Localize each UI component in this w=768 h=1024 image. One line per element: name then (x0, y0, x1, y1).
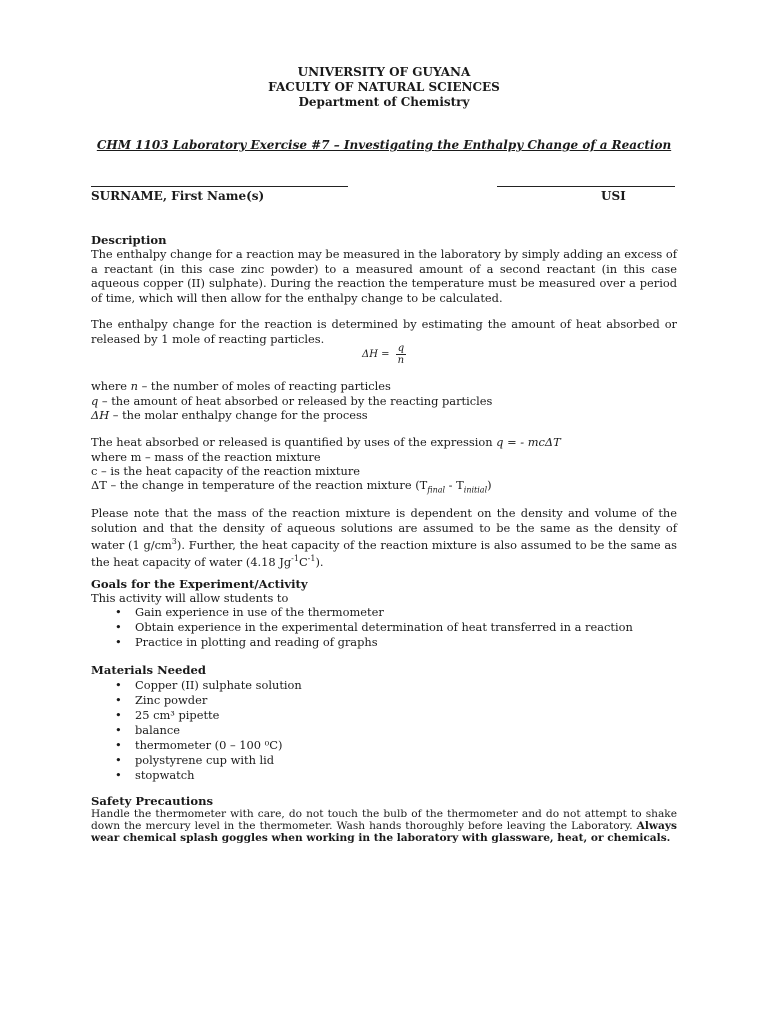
safety-paragraph (91, 808, 677, 844)
list-item: • Copper (II) sulphate solution (91, 678, 302, 693)
faculty-name: FACULTY OF NATURAL SCIENCES (268, 80, 500, 94)
dh-line (91, 408, 368, 422)
q-text: – the amount of heat absorbed or released by the reacting particles (98, 394, 493, 408)
list-item: • polystyrene cup with lid (91, 753, 302, 768)
name-label: SURNAME, First Name(s) (91, 189, 265, 203)
usi-label: USI (601, 189, 626, 203)
note-paragraph (91, 506, 677, 570)
note-part3: C (298, 555, 308, 570)
list-item: • thermometer (0 – 100 ⁰C) (91, 738, 302, 753)
materials-heading: Materials Needed (91, 663, 207, 677)
dt-end: ) (487, 478, 492, 492)
dt-initial: initial (463, 485, 488, 495)
where-n-prefix: where (91, 379, 131, 393)
formula-lhs: ΔH = (362, 349, 390, 360)
document-header (0, 65, 768, 110)
department-name: Department of Chemistry (298, 95, 470, 109)
q-var: q (91, 394, 99, 408)
c-line: c – is the heat capacity of the reaction mixture (91, 464, 361, 478)
list-item: • Practice in plotting and reading of graphs (91, 635, 633, 650)
name-signature-line (91, 186, 348, 187)
m-line: where m – mass of the reaction mixture (91, 450, 321, 464)
dt-final: final (427, 485, 446, 495)
list-item: • balance (91, 723, 302, 738)
where-n-line (91, 379, 391, 393)
note-part4: ). (315, 555, 324, 570)
dh-var: ΔH (91, 408, 110, 422)
description-paragraph: The enthalpy change for a reaction may be measured in the laboratory by simply adding an excess of a reactant (in this case zinc powder) to a measured amount of a second reactant (in this case aqueous copper (II) sulphate). During the reaction the temperature must be measured over a period of time, which will then allow for the enthalpy change to be calculated. (91, 247, 677, 305)
safety-bold-text: Always wear chemical splash goggles when working in the laboratory with glassware, heat, or chemicals. (91, 820, 677, 844)
enthalpy-paragraph: The enthalpy change for the reaction is determined by estimating the amount of heat absorbed or released by 1 mole of reacting particles. (91, 317, 677, 346)
note-sup3: -1 (307, 554, 316, 564)
materials-list (91, 678, 302, 783)
note-sup2: -1 (291, 554, 299, 564)
goals-heading: Goals for the Experiment/Activity (91, 577, 308, 591)
note-part1: Please note that the mass of the reaction mixture is dependent on the density and volume of the solution and that the density of aqueous solutions are assumed to be the same as the density of water (1 g/cm (91, 506, 677, 552)
dt-line (91, 478, 492, 494)
where-n-var: n (130, 379, 138, 393)
list-item: • Obtain experience in the experimental determination of heat transferred in a reaction (91, 620, 633, 635)
description-heading: Description (91, 233, 167, 247)
heat-expr-formula: q = - mcΔT (496, 435, 561, 449)
dh-text: – the molar enthalpy change for the process (109, 408, 368, 422)
heat-expression-line (91, 435, 561, 449)
list-item: • Gain experience in use of the thermometer (91, 605, 633, 620)
where-n-text: – the number of moles of reacting particles (137, 379, 391, 393)
dt-mid: - T (445, 478, 464, 492)
formula-fraction (396, 343, 406, 366)
enthalpy-formula (362, 343, 406, 366)
note-part2: ). Further, the heat capacity of the reaction mixture is also assumed to be the same as the heat capacity of water (4.18 Jg (91, 537, 678, 570)
formula-denominator: n (397, 355, 405, 366)
heat-expr-text: The heat absorbed or released is quantified by uses of the expression (91, 435, 497, 449)
goals-list (91, 605, 633, 650)
university-name: UNIVERSITY OF GUYANA (297, 65, 471, 79)
list-item: • Zinc powder (91, 693, 302, 708)
goals-intro: This activity will allow students to (91, 591, 289, 605)
note-sup1: 3 (171, 537, 177, 546)
list-item: • stopwatch (91, 768, 302, 783)
formula-numerator: q (397, 343, 405, 354)
safety-text: Handle the thermometer with care, do not touch the bulb of the thermometer and do not attempt to shake down the mercury level in the thermometer. Wash hands thoroughly before leaving the Laboratory. (91, 808, 677, 832)
q-line (91, 394, 492, 408)
exercise-title: CHM 1103 Laboratory Exercise #7 – Investigating the Enthalpy Change of a Reaction (96, 138, 672, 152)
list-item: • 25 cm³ pipette (91, 708, 302, 723)
safety-heading: Safety Precautions (91, 794, 214, 808)
usi-signature-line (497, 186, 675, 187)
dt-prefix: ΔT – the change in temperature of the reaction mixture (T (91, 478, 428, 492)
